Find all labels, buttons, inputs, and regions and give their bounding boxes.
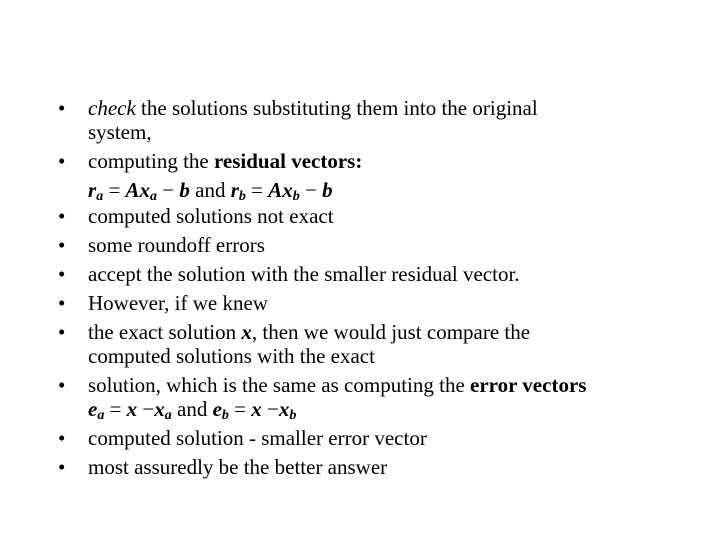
bullet-icon: • bbox=[58, 291, 66, 315]
text: = bbox=[103, 178, 126, 202]
item-text: computed solutions not exact bbox=[88, 204, 334, 228]
sub: a bbox=[97, 408, 105, 423]
var: x bbox=[278, 397, 290, 421]
bullet-list bbox=[58, 96, 678, 484]
var: r bbox=[88, 178, 97, 202]
var: e bbox=[88, 397, 98, 421]
list-item bbox=[58, 426, 678, 450]
text: = bbox=[228, 397, 252, 421]
sub: a bbox=[164, 408, 172, 423]
var: x bbox=[241, 320, 252, 344]
var: x bbox=[251, 397, 262, 421]
text: the exact solution bbox=[88, 320, 242, 344]
var: x bbox=[126, 397, 138, 421]
var: e bbox=[212, 397, 222, 421]
bullet-icon: • bbox=[58, 426, 66, 450]
bullet-icon: • bbox=[58, 320, 66, 344]
text: − bbox=[137, 397, 155, 421]
italic-word: check bbox=[88, 96, 136, 120]
item-text: some roundoff errors bbox=[88, 233, 265, 257]
var: Ax bbox=[268, 178, 293, 202]
bullet-icon: • bbox=[58, 262, 66, 286]
bullet-icon: • bbox=[58, 233, 66, 257]
var: r bbox=[230, 178, 239, 202]
text: and bbox=[189, 178, 231, 202]
text: = bbox=[104, 397, 127, 421]
list-item bbox=[58, 204, 678, 228]
text: − bbox=[299, 178, 323, 202]
text: , then we would just compare the bbox=[251, 320, 531, 344]
list-item bbox=[58, 262, 678, 286]
text: − bbox=[261, 397, 279, 421]
sub: a bbox=[96, 189, 104, 204]
sub: b bbox=[292, 189, 300, 204]
var: b bbox=[179, 178, 190, 202]
bullet-icon: • bbox=[58, 96, 66, 120]
list-item bbox=[58, 455, 678, 479]
list-item bbox=[58, 291, 678, 315]
item-text bbox=[88, 96, 678, 120]
list-item bbox=[58, 96, 678, 144]
bullet-icon: • bbox=[58, 149, 66, 173]
text: the solutions substituting them into the original bbox=[135, 96, 538, 120]
item-text-continued: system, bbox=[88, 120, 152, 144]
var: x bbox=[154, 397, 165, 421]
item-text: most assuredly be the better answer bbox=[88, 455, 388, 479]
bold-term: residual vectors: bbox=[213, 149, 363, 173]
var: b bbox=[322, 178, 333, 202]
bullet-icon: • bbox=[58, 373, 66, 397]
item-text: accept the solution with the smaller residual vector. bbox=[88, 262, 520, 286]
bullet-icon: • bbox=[58, 204, 66, 228]
sub: a bbox=[150, 189, 158, 204]
item-text-continued: computed solutions with the exact bbox=[88, 344, 375, 368]
sub: b bbox=[289, 408, 297, 423]
list-item bbox=[58, 373, 678, 421]
item-text bbox=[88, 320, 678, 344]
list-item bbox=[58, 320, 678, 368]
error-formula bbox=[88, 397, 678, 421]
residual-formula bbox=[88, 178, 678, 202]
sub: b bbox=[238, 189, 246, 204]
text: = bbox=[245, 178, 269, 202]
item-text: However, if we knew bbox=[88, 291, 268, 315]
item-text bbox=[88, 373, 678, 397]
text: − bbox=[157, 178, 180, 202]
var: Ax bbox=[125, 178, 151, 202]
list-item bbox=[58, 233, 678, 257]
text: and bbox=[171, 397, 213, 421]
item-text: computed solution - smaller error vector bbox=[88, 426, 427, 450]
bullet-icon: • bbox=[58, 455, 66, 479]
bold-term: error vectors bbox=[470, 373, 587, 397]
sub: b bbox=[221, 408, 229, 423]
list-item bbox=[58, 149, 678, 202]
text: solution, which is the same as computing the bbox=[88, 373, 471, 397]
text: computing the bbox=[88, 149, 214, 173]
item-text bbox=[88, 149, 678, 173]
